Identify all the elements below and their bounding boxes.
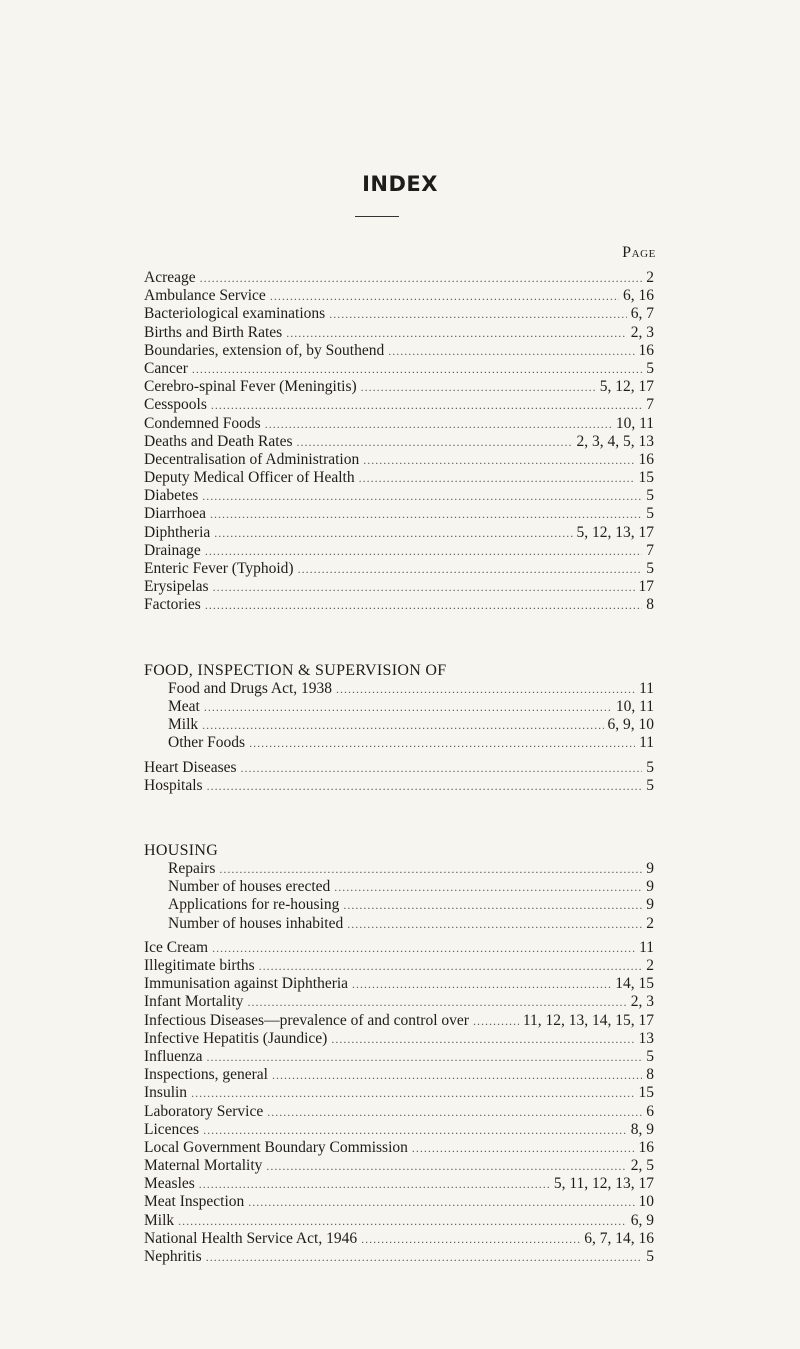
- index-group-i-n: [144, 939, 654, 1266]
- dot-leader: [334, 878, 642, 896]
- entry-pages: 2: [646, 957, 654, 974]
- entry-pages: 16: [638, 450, 654, 468]
- dot-leader: [473, 1012, 519, 1030]
- dot-leader: [329, 305, 627, 323]
- dot-leader: [203, 1121, 627, 1139]
- index-entry: [144, 716, 654, 734]
- entry-pages: 5: [646, 776, 654, 794]
- index-entry: [144, 939, 654, 957]
- entry-pages: 9: [646, 860, 654, 878]
- index-entry: [144, 469, 654, 487]
- dot-leader: [241, 759, 643, 777]
- page-title: INDEX: [362, 172, 438, 196]
- entry-pages: 5: [646, 1047, 654, 1065]
- index-entry: [144, 342, 654, 360]
- dot-leader: [202, 716, 603, 734]
- index-group-h: [144, 759, 654, 795]
- housing-section-heading: HOUSING: [144, 841, 219, 859]
- entry-pages: 5: [646, 359, 654, 377]
- index-group-a-f: [144, 269, 654, 615]
- index-entry: [144, 396, 654, 414]
- entry-label: Inspections, general: [144, 1066, 268, 1084]
- entry-label: Heart Diseases: [144, 758, 237, 776]
- food-section-heading: FOOD, INSPECTION & SUPERVISION OF: [144, 661, 447, 679]
- index-entry: [144, 759, 654, 777]
- dot-leader: [361, 1230, 580, 1248]
- entry-pages: 7: [646, 396, 654, 414]
- index-entry: [144, 269, 654, 287]
- index-entry: [144, 957, 654, 975]
- entry-label: Meat: [168, 697, 200, 715]
- entry-pages: 10, 11: [615, 697, 654, 715]
- entry-pages: 6, 7: [630, 305, 654, 323]
- entry-label: Cerebro-spinal Fever (Meningitis): [144, 378, 357, 396]
- entry-label: Measles: [144, 1175, 195, 1193]
- index-entry: [144, 1121, 654, 1139]
- index-entry: [144, 698, 654, 716]
- entry-label: Boundaries, extension of, by Southend: [144, 341, 385, 359]
- index-entry: [144, 1012, 654, 1030]
- index-entry: [144, 487, 654, 505]
- entry-label: Drainage: [144, 541, 201, 559]
- entry-label: Milk: [144, 1211, 175, 1229]
- dot-leader: [205, 542, 642, 560]
- dot-leader: [248, 1193, 634, 1211]
- entry-pages: 8: [646, 596, 654, 614]
- index-entry: [144, 578, 654, 596]
- entry-label: Applications for re-housing: [168, 896, 340, 914]
- index-entry: [144, 524, 654, 542]
- entry-pages: 15: [638, 469, 654, 487]
- entry-label: Insulin: [144, 1084, 188, 1102]
- dot-leader: [207, 777, 643, 795]
- entry-label: Licences: [144, 1120, 200, 1138]
- index-entry: [144, 287, 654, 305]
- index-entry: [144, 1030, 654, 1048]
- dot-leader: [204, 698, 612, 716]
- entry-pages: 6, 16: [623, 287, 654, 305]
- entry-label: Milk: [168, 716, 199, 734]
- entry-pages: 5: [646, 560, 654, 577]
- section-gap: [144, 795, 654, 842]
- dot-leader: [363, 451, 634, 469]
- entry-pages: 10: [638, 1193, 654, 1211]
- entry-label: Number of houses erected: [168, 878, 331, 896]
- index-entry: [144, 596, 654, 614]
- entry-pages: 11: [639, 734, 654, 752]
- index-entry: [144, 1048, 654, 1066]
- entry-label: Infant Mortality: [144, 993, 244, 1011]
- entry-label: Ambulance Service: [144, 287, 266, 305]
- dot-leader: [286, 324, 627, 342]
- entry-pages: 11: [639, 938, 654, 956]
- dot-leader: [213, 578, 635, 596]
- index-entry: [144, 560, 654, 578]
- index-entry: [144, 360, 654, 378]
- entry-label: Diabetes: [144, 487, 199, 505]
- index-entry: [144, 777, 654, 795]
- dot-leader: [265, 415, 612, 433]
- entry-pages: 2, 3: [630, 993, 654, 1011]
- entry-label: Enteric Fever (Typhoid): [144, 560, 294, 577]
- entry-pages: 2, 3, 4, 5, 13: [576, 432, 654, 450]
- dot-leader: [343, 896, 642, 914]
- entry-pages: 11, 12, 13, 14, 15, 17: [522, 1011, 654, 1029]
- dot-leader: [211, 396, 642, 414]
- dot-leader: [192, 360, 642, 378]
- entry-label: Number of houses inhabited: [168, 914, 344, 932]
- entry-label: Meat Inspection: [144, 1193, 245, 1211]
- dot-leader: [219, 860, 642, 878]
- entry-pages: 5: [646, 1248, 654, 1265]
- dot-leader: [272, 1066, 642, 1084]
- entry-pages: 9: [646, 878, 654, 896]
- entry-pages: 5, 12, 13, 17: [576, 523, 654, 541]
- entry-label: Influenza: [144, 1047, 203, 1065]
- dot-leader: [412, 1139, 635, 1157]
- dot-leader: [388, 342, 634, 360]
- entry-pages: 6, 9, 10: [607, 716, 654, 734]
- entry-pages: 5: [646, 505, 654, 523]
- entry-pages: 5: [646, 487, 654, 505]
- index-entry: [144, 1212, 654, 1230]
- entry-pages: 16: [638, 341, 654, 359]
- index-entry: [144, 542, 654, 560]
- dot-leader: [210, 505, 642, 523]
- dot-leader: [267, 1103, 642, 1121]
- index-entry: [144, 1175, 654, 1193]
- dot-leader: [212, 939, 635, 957]
- dot-leader: [297, 433, 573, 451]
- index-entry: [144, 415, 654, 433]
- dot-leader: [214, 524, 572, 542]
- entry-pages: 10, 11: [615, 414, 654, 432]
- dot-leader: [336, 680, 635, 698]
- entry-pages: 17: [638, 578, 654, 596]
- index-entry: [144, 1103, 654, 1121]
- entry-pages: 5, 11, 12, 13, 17: [553, 1175, 654, 1193]
- food-subentries: [144, 680, 654, 753]
- dot-leader: [199, 1175, 550, 1193]
- entry-label: Infective Hepatitis (Jaundice): [144, 1029, 328, 1047]
- dot-leader: [331, 1030, 634, 1048]
- page-column-header: Page: [622, 244, 656, 261]
- entry-label: Decentralisation of Administration: [144, 450, 360, 468]
- entry-pages: 2, 5: [630, 1157, 654, 1175]
- entry-label: Nephritis: [144, 1248, 202, 1265]
- index-entry: [144, 1230, 654, 1248]
- entry-pages: 9: [646, 896, 654, 914]
- index-entry: [144, 915, 654, 933]
- dot-leader: [247, 993, 626, 1011]
- entry-label: Immunisation against Diphtheria: [144, 975, 349, 993]
- index-entry: [144, 1084, 654, 1102]
- entry-pages: 5, 12, 17: [599, 378, 654, 396]
- entry-pages: 13: [638, 1029, 654, 1047]
- dot-leader: [347, 915, 642, 933]
- entry-pages: 8, 9: [630, 1120, 654, 1138]
- section-gap: [144, 615, 654, 662]
- dot-leader: [359, 469, 635, 487]
- entry-label: Ice Cream: [144, 938, 209, 956]
- dot-leader: [259, 957, 643, 975]
- entry-label: Cesspools: [144, 396, 207, 414]
- index-entry: [144, 860, 654, 878]
- entry-label: Births and Birth Rates: [144, 323, 283, 341]
- dot-leader: [361, 378, 596, 396]
- entry-pages: 2: [646, 914, 654, 932]
- dot-leader: [205, 596, 642, 614]
- entry-label: National Health Service Act, 1946: [144, 1229, 358, 1247]
- index-entry: [144, 878, 654, 896]
- index-entry: [144, 896, 654, 914]
- entry-label: Illegitimate births: [144, 957, 255, 974]
- dot-leader: [200, 269, 643, 287]
- index-entry: [144, 1248, 654, 1266]
- entry-pages: 2: [646, 269, 654, 286]
- entry-label: Deputy Medical Officer of Health: [144, 469, 355, 487]
- index-entry: [144, 324, 654, 342]
- title-divider: [355, 216, 399, 217]
- entry-label: Factories: [144, 596, 201, 614]
- entry-pages: 7: [646, 541, 654, 559]
- index-entry: [144, 1066, 654, 1084]
- dot-leader: [206, 1248, 643, 1266]
- entry-pages: 14, 15: [615, 975, 654, 993]
- index-entry: [144, 1193, 654, 1211]
- index-entry: [144, 1139, 654, 1157]
- entry-label: Diphtheria: [144, 523, 211, 541]
- index-entry: [144, 1157, 654, 1175]
- index-entry: [144, 975, 654, 993]
- entry-label: Deaths and Death Rates: [144, 432, 293, 450]
- entry-label: Diarrhoea: [144, 505, 206, 523]
- entry-label: Local Government Boundary Commission: [144, 1138, 408, 1156]
- entry-label: Repairs: [168, 860, 216, 878]
- entry-label: Infectious Diseases—prevalence of and control over: [144, 1011, 469, 1029]
- dot-leader: [207, 1048, 643, 1066]
- entry-label: Erysipelas: [144, 578, 209, 596]
- dot-leader: [266, 1157, 626, 1175]
- entry-label: Acreage: [144, 269, 196, 286]
- index-entry: [144, 305, 654, 323]
- entry-pages: 5: [646, 758, 654, 776]
- entry-label: Food and Drugs Act, 1938: [168, 679, 333, 697]
- entry-label: Other Foods: [168, 734, 246, 752]
- entry-pages: 6, 9: [630, 1211, 654, 1229]
- dot-leader: [191, 1084, 634, 1102]
- dot-leader: [298, 560, 643, 578]
- index-entry: [144, 505, 654, 523]
- index-entry: [144, 433, 654, 451]
- index-entry: [144, 993, 654, 1011]
- entry-pages: 2, 3: [630, 323, 654, 341]
- index-entry: [144, 378, 654, 396]
- housing-subentries: [144, 860, 654, 933]
- dot-leader: [178, 1212, 627, 1230]
- dot-leader: [352, 975, 611, 993]
- index-entry: [144, 451, 654, 469]
- index-entry: [144, 680, 654, 698]
- dot-leader: [249, 734, 635, 752]
- entry-label: Laboratory Service: [144, 1102, 264, 1120]
- entry-label: Cancer: [144, 359, 188, 377]
- entry-pages: 16: [638, 1138, 654, 1156]
- entry-pages: 8: [646, 1066, 654, 1084]
- entry-label: Hospitals: [144, 776, 203, 794]
- entry-pages: 11: [639, 679, 654, 697]
- entry-label: Condemned Foods: [144, 414, 261, 432]
- index-entry: [144, 734, 654, 752]
- entry-label: Bacteriological examinations: [144, 305, 326, 323]
- entry-label: Maternal Mortality: [144, 1157, 263, 1175]
- dot-leader: [202, 487, 642, 505]
- dot-leader: [270, 287, 619, 305]
- entry-pages: 6, 7, 14, 16: [584, 1229, 654, 1247]
- entry-pages: 15: [638, 1084, 654, 1102]
- index-list: [144, 269, 654, 1266]
- entry-pages: 6: [646, 1102, 654, 1120]
